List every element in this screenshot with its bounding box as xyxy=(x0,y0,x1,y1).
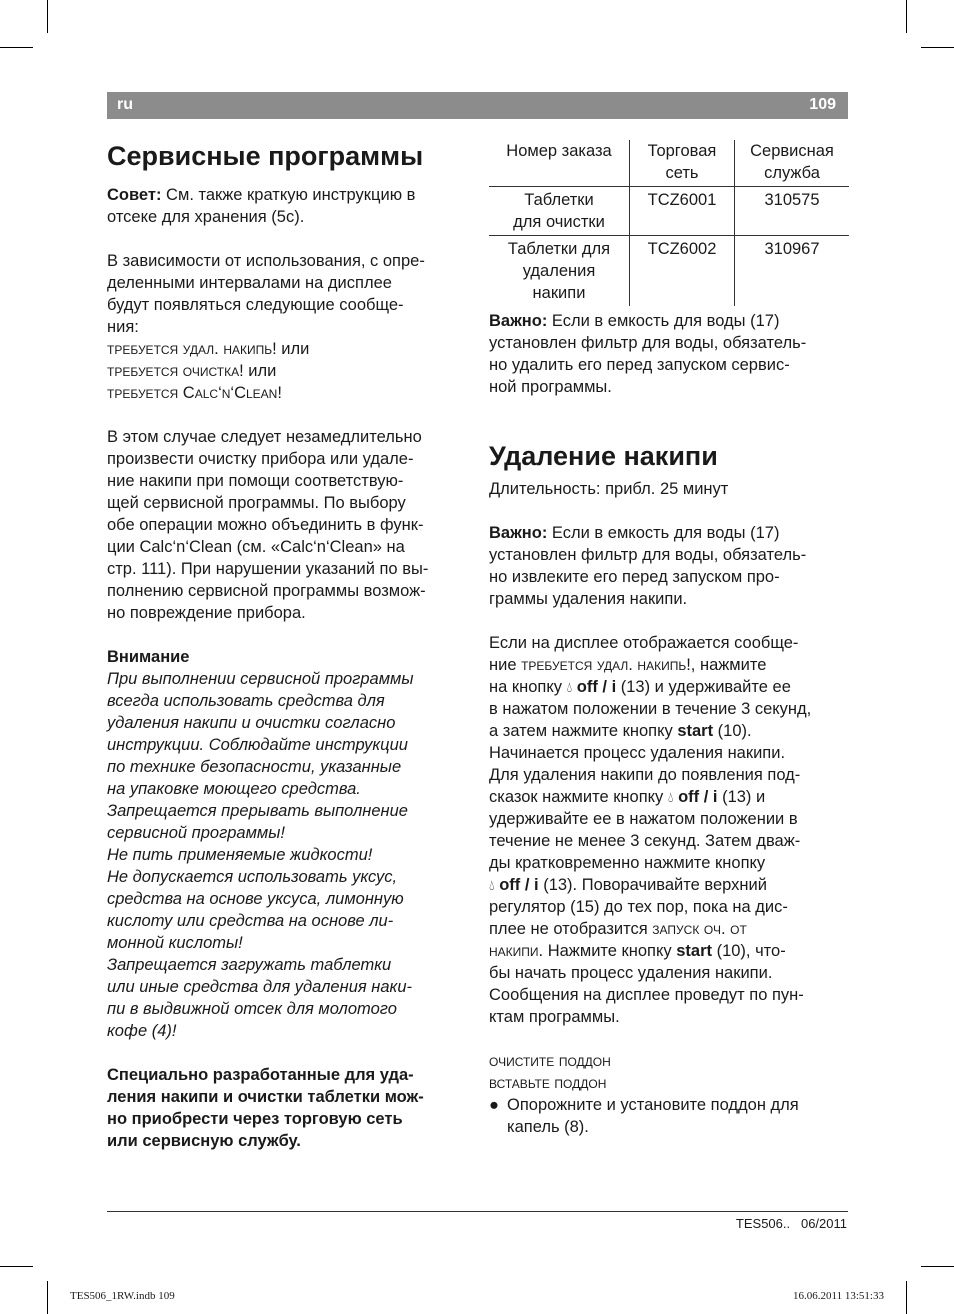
order-table xyxy=(489,140,849,306)
tip-label: Совет: xyxy=(107,186,162,204)
important-note-1: Важно: Если в емкость для воды (17) xyxy=(489,312,780,330)
print-slug-left: TES506_1RW.indb 109 xyxy=(70,1290,175,1302)
footer-divider xyxy=(107,1211,848,1212)
language-code: ru xyxy=(117,96,133,113)
header-order-number: Номер заказа xyxy=(506,142,612,160)
crop-mark xyxy=(906,1281,907,1314)
section-title-descaling: Удаление накипи xyxy=(489,441,718,471)
print-slug-right: 16.06.2011 13:51:33 xyxy=(793,1290,884,1302)
tip-paragraph: Совет: См. также краткую инструкцию в xyxy=(107,186,416,204)
display-message-calcnclean: требуется Calc‘n‘Clean! xyxy=(107,384,282,402)
crop-mark xyxy=(0,47,33,48)
display-message-insert-tray: вставьте поддон xyxy=(489,1074,607,1092)
header-retail: Торговая сеть xyxy=(630,140,735,187)
section-title-service: Сервисные программы xyxy=(107,141,424,171)
warning-text: При выполнении сервисной программы всегда использовать средства для удаления накипи и очистки согласно инструкции. Соблюдайте инструкции по технике безопасности, указанные на упаковке моющего средства. Запрещается прерывать выполнение сервисной программы! Не пить применяемые жидкости! Не допускается использовать уксус, средства на основе уксуса, лимонную кислоту или средства на основе ли- монной кислоты! Запрещается загружать таблетки или иные средства для удаления наки- пи в выдвижной отсек для молотого кофе (4)! xyxy=(107,670,414,1040)
left-column: Сервисные программы Совет: См. также краткую инструкцию в отсеке для хранения (5с). В зависимости от использования, с опре- деленными интервалами на дисплее будут появляться следующие сообще- ния: требуется удал. накипь! или требуется очистка! или требуется Calc‘n‘Clean! В этом случае следует незамедлительно произвести очистку прибора или удале- ние накипи при помощи соответствую- щей сервисной программы. По выбору обе операции можно объединить в функ- ции Calc‘n‘Clean (см. «Calc‘n‘Clean» на стр. 111). При нарушении указаний по вы- полнению сервисной программы возмож- но повреждение прибора. Внимание При выполнении сервисной программы всегда использовать средства для удаления накипи и очистки согласно инструкции. Соблюдайте инструкции по технике безопасности, указанные на упаковке моющего средства. Запрещается прерывать выполнение сервисной программы! Не пить применяемые жидкости! Не допускается использовать уксус, средства на основе уксуса, лимонную кислоту или средства на основе ли- монной кислоты! Запрещается загружать таблетки или иные средства для удаления наки- пи в выдвижной отсек для молотого кофе (4)! Специально разработанные для уда- ления накипи и очистки таблетки мож- но приобрести через торговую сеть или сервисную службу. xyxy=(107,140,472,1152)
crop-mark xyxy=(47,0,48,33)
list-item: ● Опорожните и установите поддон для капель (8). xyxy=(489,1096,799,1136)
table-row: Таблетки для удаления накипи TCZ6002 310967 xyxy=(489,236,849,307)
table-row: Таблетки для очистки TCZ6001 310575 xyxy=(489,187,849,236)
display-message-clean-tray: очистите поддон xyxy=(489,1052,611,1070)
table-header-row xyxy=(489,140,849,187)
right-column: Номер заказа Торговая сеть Сервисная служба Таблетки для очистки TCZ6001 310575 Таблетки для удаления накипи TCZ6002 310967 Важно: Если в емкость для воды (17) установлен фильтр для воды, обязатель- но удалить его перед запуском сервис- ной программы. Удаление накипи Длительность: прибл. 25 минут Важно: Если в емкость для воды (17) установлен фильтр для воды, обязатель- но извлеките его перед запуском про- граммы удаления накипи. Если на дисплее отображается сообще- ние требуется удал. накипь!, нажмите на кнопку 💧︎ off / i (13) и удерживайте ее в нажатом положении в течение 3 секунд, а затем нажмите кнопку start (10). Начинается процесс удаления накипи. Для удаления накипи до появления под- сказок нажмите кнопку 💧︎ off / i (13) и удерживайте ее в нажатом положении в течение не менее 3 секунд. Затем дваж- ды кратковременно нажмите кнопку 💧︎ off / i (13). Поворачивайте верхний регулятор (15) до тех пор, пока на дис- плее не отобразится запуск оч. от накипи. Нажмите кнопку start (10), что- бы начать процесс удаления накипи. Сообщения на дисплее проведут по пун- ктам программы. очистите поддон вставьте поддон ● Опорожните и установите поддон для капель (8). xyxy=(489,140,849,1138)
crop-mark xyxy=(0,1266,33,1267)
duration-text: Длительность: прибл. 25 минут xyxy=(489,480,729,498)
header-service: Сервисная служба xyxy=(750,142,834,182)
crop-mark xyxy=(906,0,907,33)
display-message-clean: требуется очистка! или xyxy=(107,362,277,380)
crop-mark xyxy=(921,1266,954,1267)
drop-icon: 💧︎ xyxy=(667,789,674,805)
display-message-descale: требуется удал. накипь! или xyxy=(107,340,310,358)
warning-title: Внимание xyxy=(107,648,190,666)
drop-icon: 💧︎ xyxy=(489,877,495,893)
page-number: 109 xyxy=(809,96,836,113)
important-note-2: Важно: Если в емкость для воды (17) xyxy=(489,524,780,542)
bullet-icon: ● xyxy=(489,1096,499,1114)
crop-mark xyxy=(921,47,954,48)
page-header-bar xyxy=(107,92,848,119)
drop-icon: 💧︎ xyxy=(566,679,573,695)
purchase-note: Специально разработанные для уда- ления накипи и очистки таблетки мож- но приобрести через торговую сеть или сервисную службу. xyxy=(107,1066,424,1150)
footer-info: TES506.. 06/2011 xyxy=(735,1216,847,1231)
crop-mark xyxy=(47,1281,48,1314)
